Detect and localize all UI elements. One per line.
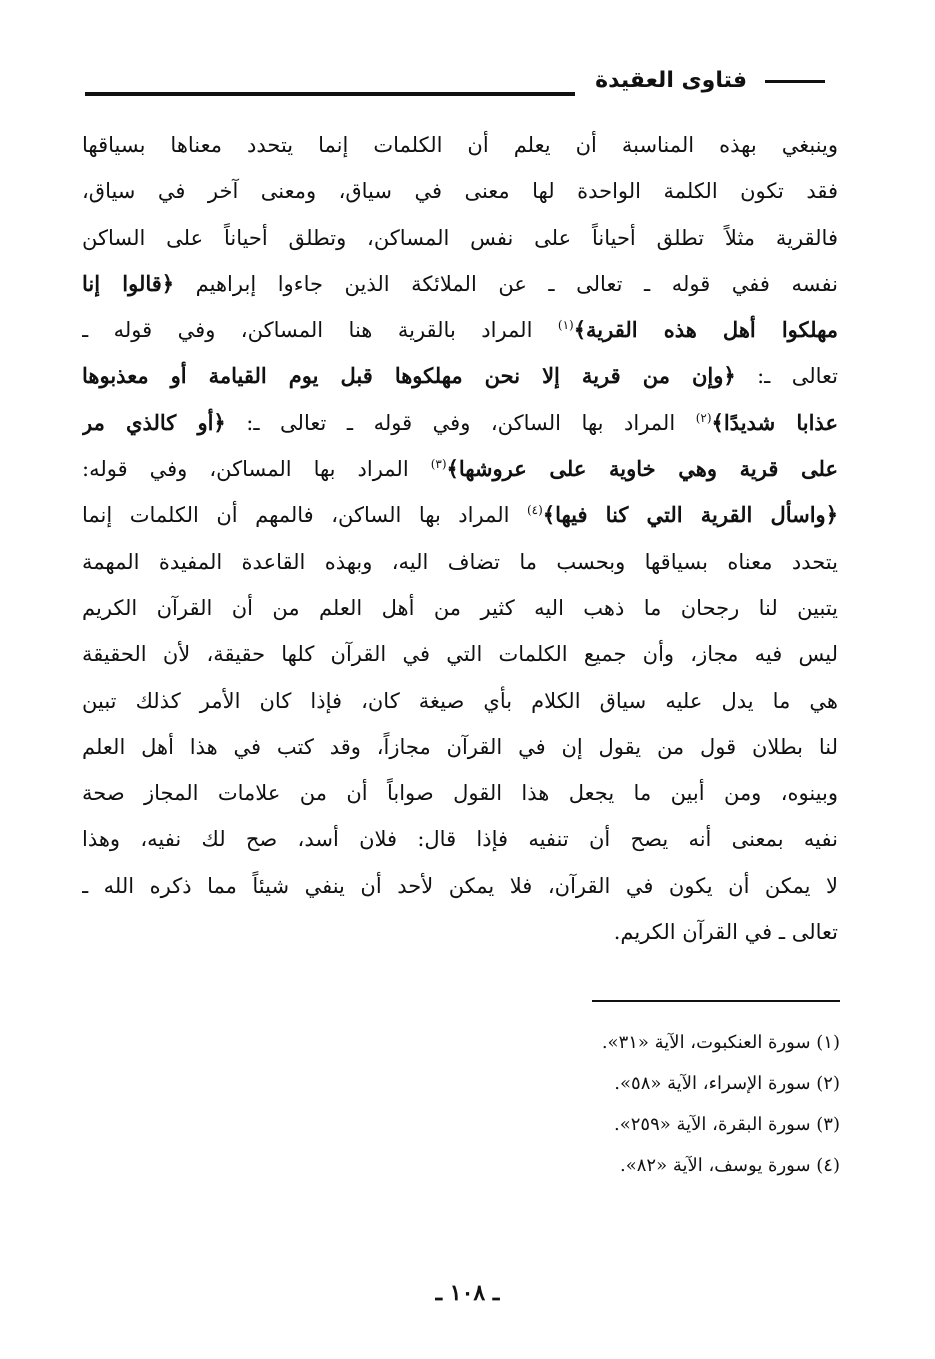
footnote-ref: (٢) [695,410,712,425]
body-text-segment: لنا بطلان قول من يقول إن في القرآن مجازاً، وقد كتب في هذا أهل العلم [82,734,838,759]
running-header [85,68,825,100]
header-title: فتاوى العقيدة [595,68,747,93]
body-line [82,724,838,770]
body-line [82,353,838,399]
body-text-segment: وبينوه، ومن أبين ما يجعل هذا القول صواباً أن من علامات المجاز صحة [82,781,838,806]
body-line [82,492,838,538]
body-text-segment: ليس فيه مجاز، وأن جميع الكلمات التي في القرآن كلها حقيقة، لأن الحقيقة [82,642,838,667]
footnote-ref: (٤) [526,503,543,518]
footnote-separator [592,1000,840,1002]
body-text-segment: يتبين لنا رجحان ما ذهب اليه كثير من أهل العلم من أن القرآن الكريم [82,595,838,620]
page-number: ـ ١٠٨ ـ [435,1280,500,1306]
body-line [82,400,838,446]
quran-verse: مهلكوا أهل هذه القرية﴾ [573,317,838,343]
body-line [82,631,838,677]
body-line [82,307,838,353]
body-line [82,678,838,724]
quran-verse: عذابا شديدًا﴾ [711,409,838,435]
body-line [82,446,838,492]
quran-verse: على قرية وهي خاوية على عروشها﴾ [446,456,838,482]
body-text-segment: المراد بها الساكن، وفي قوله ـ تعالى ـ: [225,410,696,435]
body-text-segment: وينبغي بهذه المناسبة أن يعلم أن الكلمات إنما يتحدد معناها بسياقها [82,133,838,157]
footnote-ref: (٣) [430,457,447,472]
body-line [82,215,838,261]
body-text-segment: المراد بها الساكن، فالمهم أن الكلمات إنما [82,503,527,528]
footnotes [420,1022,840,1186]
header-rule [85,92,575,96]
body-text-segment: تعالى ـ في القرآن الكريم. [613,920,838,945]
body-line [82,816,838,862]
body-text-segment: تعالى ـ: [735,364,838,389]
footnote-1: (١) سورة العنكبوت، الآية «٣١». [601,1032,840,1053]
quran-verse: ﴿واسأل القرية التي كنا فيها﴾ [542,502,838,528]
footnote-ref: (١) [557,318,574,333]
body-line [82,585,838,631]
body-line [82,261,838,307]
quran-verse: ﴿أو كالذي مر [82,409,226,435]
body-text-segment: فقد تكون الكلمة الواحدة لها معنى في سياق، ومعنى آخر في سياق، [82,179,838,204]
footnote-3: (٣) سورة البقرة، الآية «٢٥٩». [614,1114,840,1135]
body-text-segment: فالقرية مثلاً تطلق أحياناً على نفس المساكن، وتطلق أحياناً على الساكن [82,225,838,250]
footnote-2: (٢) سورة الإسراء، الآية «٥٨». [614,1073,840,1094]
body-line [82,168,838,214]
body-line [82,770,838,816]
body-text-segment: المراد بالقرية هنا المساكن، وفي قوله ـ [82,318,558,343]
body-text-segment: نفسه ففي قوله ـ تعالى ـ عن الملائكة الذين جاءوا إبراهيم [174,271,838,296]
body-text-segment: لا يمكن أن يكون في القرآن، فلا يمكن لأحد أن ينفي شيئاً مما ذكره الله ـ [82,873,838,898]
quran-verse: ﴿وإن من قرية إلا نحن مهلكوها قبل يوم القيامة أو معذبوها [82,363,736,389]
body-text-segment: المراد بها المساكن، وفي قوله: [82,457,431,482]
quran-verse: ﴿قالوا إنا [82,270,175,296]
body-line [82,863,838,909]
body-line [82,909,838,955]
body-text-segment: نفيه بمعنى أنه يصح أن تنفيه فإذا قال: فلان أسد، صح لك نفيه، وهذا [82,827,838,852]
body-text [82,122,838,955]
body-text-segment: يتحدد معناه بسياقها وبحسب ما تضاف اليه، وبهذه القاعدة المفيدة المهمة [82,549,838,574]
footnote-4: (٤) سورة يوسف، الآية «٨٢». [620,1155,840,1176]
body-line [82,122,838,168]
body-line [82,539,838,585]
header-dash [765,80,825,83]
body-text-segment: هي ما يدل عليه سياق الكلام بأي صيغة كان، فإذا كان الأمر كذلك تبين [82,688,838,713]
